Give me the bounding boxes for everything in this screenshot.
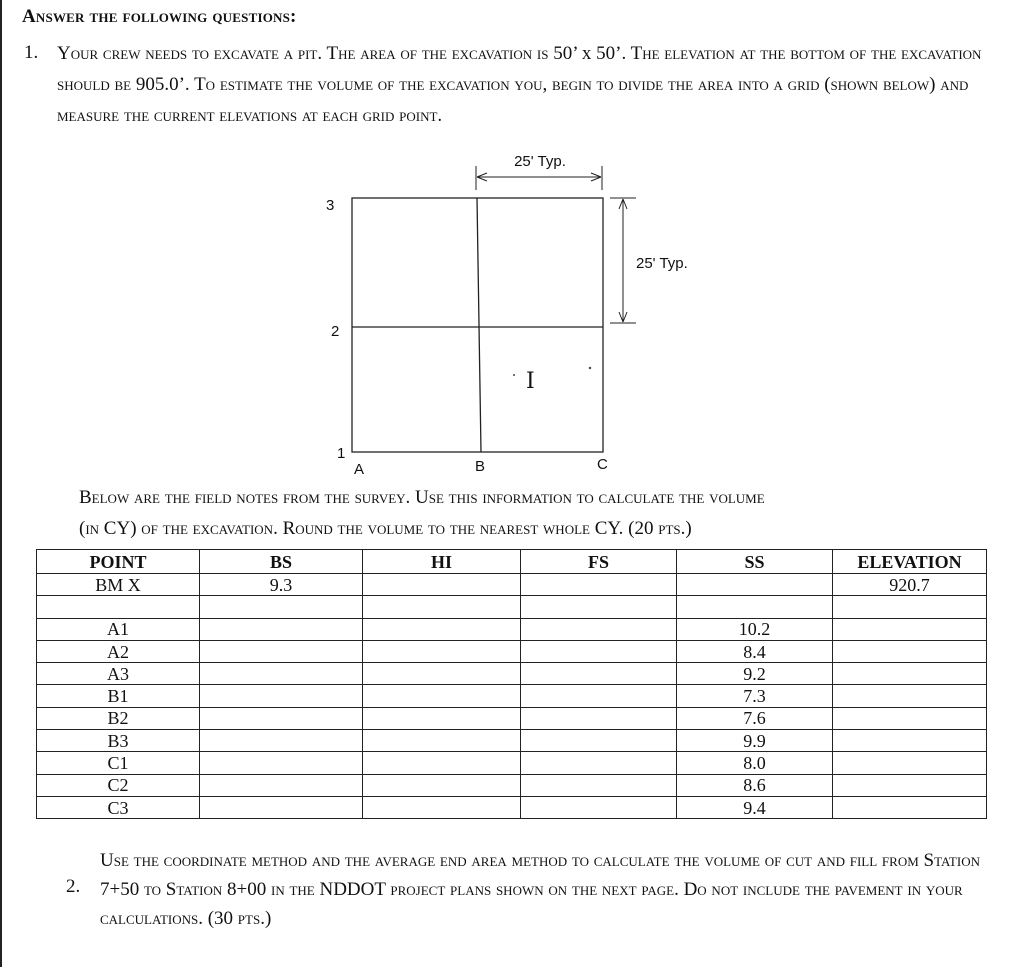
cell-point: B3 [37, 730, 200, 752]
q1-text-a: Your crew needs to excavate a pit. The area of the excavation is [57, 43, 554, 64]
table-row [37, 796, 987, 818]
question-2-number: 2. [66, 876, 81, 897]
q1-text-c: . To estimate the volume of the excavation you, begin to divide the area into a grid (shown below) and measure the current elevations at each grid point. [57, 74, 969, 126]
cell-point: C1 [37, 752, 200, 774]
cell-point: B2 [37, 707, 200, 729]
question-1-number: 1. [24, 42, 39, 63]
cell-elevation [833, 640, 987, 662]
speck-dot [589, 367, 591, 369]
cell-fs [521, 774, 677, 796]
header-elevation: ELEVATION [833, 550, 987, 574]
table-row [37, 752, 987, 774]
table-row [37, 663, 987, 685]
dim-v-arrow-top [619, 199, 627, 209]
cell-fs [521, 618, 677, 640]
cell-elevation: 920.7 [833, 574, 987, 596]
table-header-row [37, 550, 987, 574]
cell-elevation [833, 596, 987, 618]
cell-fs [521, 796, 677, 818]
cell-hi [363, 640, 521, 662]
cell-fs [521, 752, 677, 774]
dim-h-arrow-right [591, 173, 601, 181]
cell-hi [363, 618, 521, 640]
dim-h-arrow-left [477, 173, 487, 181]
row-label-3: 3 [326, 197, 335, 214]
table-row [37, 574, 987, 596]
header-hi: HI [363, 550, 521, 574]
cell-hi [363, 752, 521, 774]
header-fs: FS [521, 550, 677, 574]
cell-elevation [833, 707, 987, 729]
cell-point: BM X [37, 574, 200, 596]
cell-bs [200, 796, 363, 818]
speck-dot [513, 374, 515, 376]
cell-ss: 10.2 [677, 618, 833, 640]
text-cursor-icon: I [526, 369, 535, 394]
dim-h-label: 25' Typ. [514, 153, 566, 170]
cell-hi [363, 685, 521, 707]
cell-ss: 8.6 [677, 774, 833, 796]
cell-bs [200, 752, 363, 774]
q1-elevation-value: 905.0’ [135, 74, 185, 95]
cell-bs [200, 596, 363, 618]
cell-ss: 7.6 [677, 707, 833, 729]
cell-elevation [833, 663, 987, 685]
header-bs: BS [200, 550, 363, 574]
cell-hi [363, 596, 521, 618]
q1-text-b: . The elevation at the bottom of the excavation should be [57, 43, 982, 95]
cell-point: C2 [37, 774, 200, 796]
cell-ss: 7.3 [677, 685, 833, 707]
cell-point: C3 [37, 796, 200, 818]
q1-area-value: 50’ x 50’ [553, 43, 622, 64]
cell-point: B1 [37, 685, 200, 707]
cell-fs [521, 685, 677, 707]
cell-point: A1 [37, 618, 200, 640]
cell-hi [363, 707, 521, 729]
cell-bs [200, 618, 363, 640]
header-ss: SS [677, 550, 833, 574]
table-row [37, 618, 987, 640]
cell-ss: 9.4 [677, 796, 833, 818]
cell-bs [200, 707, 363, 729]
cell-fs [521, 730, 677, 752]
instructions-line-2: (in CY) of the excavation. Round the volume to the nearest whole CY. (20 pts.) [79, 518, 692, 539]
cell-hi [363, 774, 521, 796]
col-label-b: B [475, 458, 486, 475]
cell-ss [677, 596, 833, 618]
table-row [37, 774, 987, 796]
cell-elevation [833, 685, 987, 707]
cell-bs [200, 730, 363, 752]
cell-elevation [833, 752, 987, 774]
cell-ss [677, 574, 833, 596]
page-heading: Answer the following questions: [22, 6, 297, 27]
question-1-text [57, 38, 987, 131]
col-label-c: C [597, 456, 608, 473]
grid-outline [352, 198, 603, 452]
cell-ss: 8.0 [677, 752, 833, 774]
cell-fs [521, 663, 677, 685]
instructions-line-1: Below are the field notes from the survey. Use this information to calculate the volume [79, 487, 765, 508]
cell-bs [200, 640, 363, 662]
table-row [37, 730, 987, 752]
header-point: POINT [37, 550, 200, 574]
cell-elevation [833, 618, 987, 640]
question-2-text: Use the coordinate method and the average end area method to calculate the volume of cut and fill from Station 7+50 to Station 8+00 in the NDDOT project plans shown on the next page. Do not include the pavement in your calculations. (30 pts.) [100, 850, 980, 929]
table-row [37, 640, 987, 662]
cell-bs [200, 774, 363, 796]
field-notes-table [36, 549, 987, 819]
cell-point: A2 [37, 640, 200, 662]
cell-bs [200, 685, 363, 707]
field-notes-instructions [79, 482, 979, 544]
table-row [37, 685, 987, 707]
table-row [37, 596, 987, 618]
cell-elevation [833, 730, 987, 752]
cell-ss: 9.9 [677, 730, 833, 752]
cell-fs [521, 640, 677, 662]
cell-fs [521, 574, 677, 596]
cell-ss: 9.2 [677, 663, 833, 685]
cell-ss: 8.4 [677, 640, 833, 662]
cell-point [37, 596, 200, 618]
row-label-1: 1 [337, 445, 346, 462]
table-row [37, 707, 987, 729]
cell-bs [200, 663, 363, 685]
cell-fs [521, 707, 677, 729]
row-label-2: 2 [331, 323, 340, 340]
dim-v-label: 25' Typ. [636, 255, 688, 272]
cell-point: A3 [37, 663, 200, 685]
cell-hi [363, 730, 521, 752]
cell-fs [521, 596, 677, 618]
cell-hi [363, 574, 521, 596]
col-label-a: A [354, 461, 365, 478]
cell-hi [363, 663, 521, 685]
cell-elevation [833, 796, 987, 818]
cell-hi [363, 796, 521, 818]
grid-mid-vertical [477, 198, 481, 452]
cell-elevation [833, 774, 987, 796]
dim-v-arrow-bottom [619, 312, 627, 322]
page-left-border [0, 0, 2, 967]
cell-bs: 9.3 [200, 574, 363, 596]
